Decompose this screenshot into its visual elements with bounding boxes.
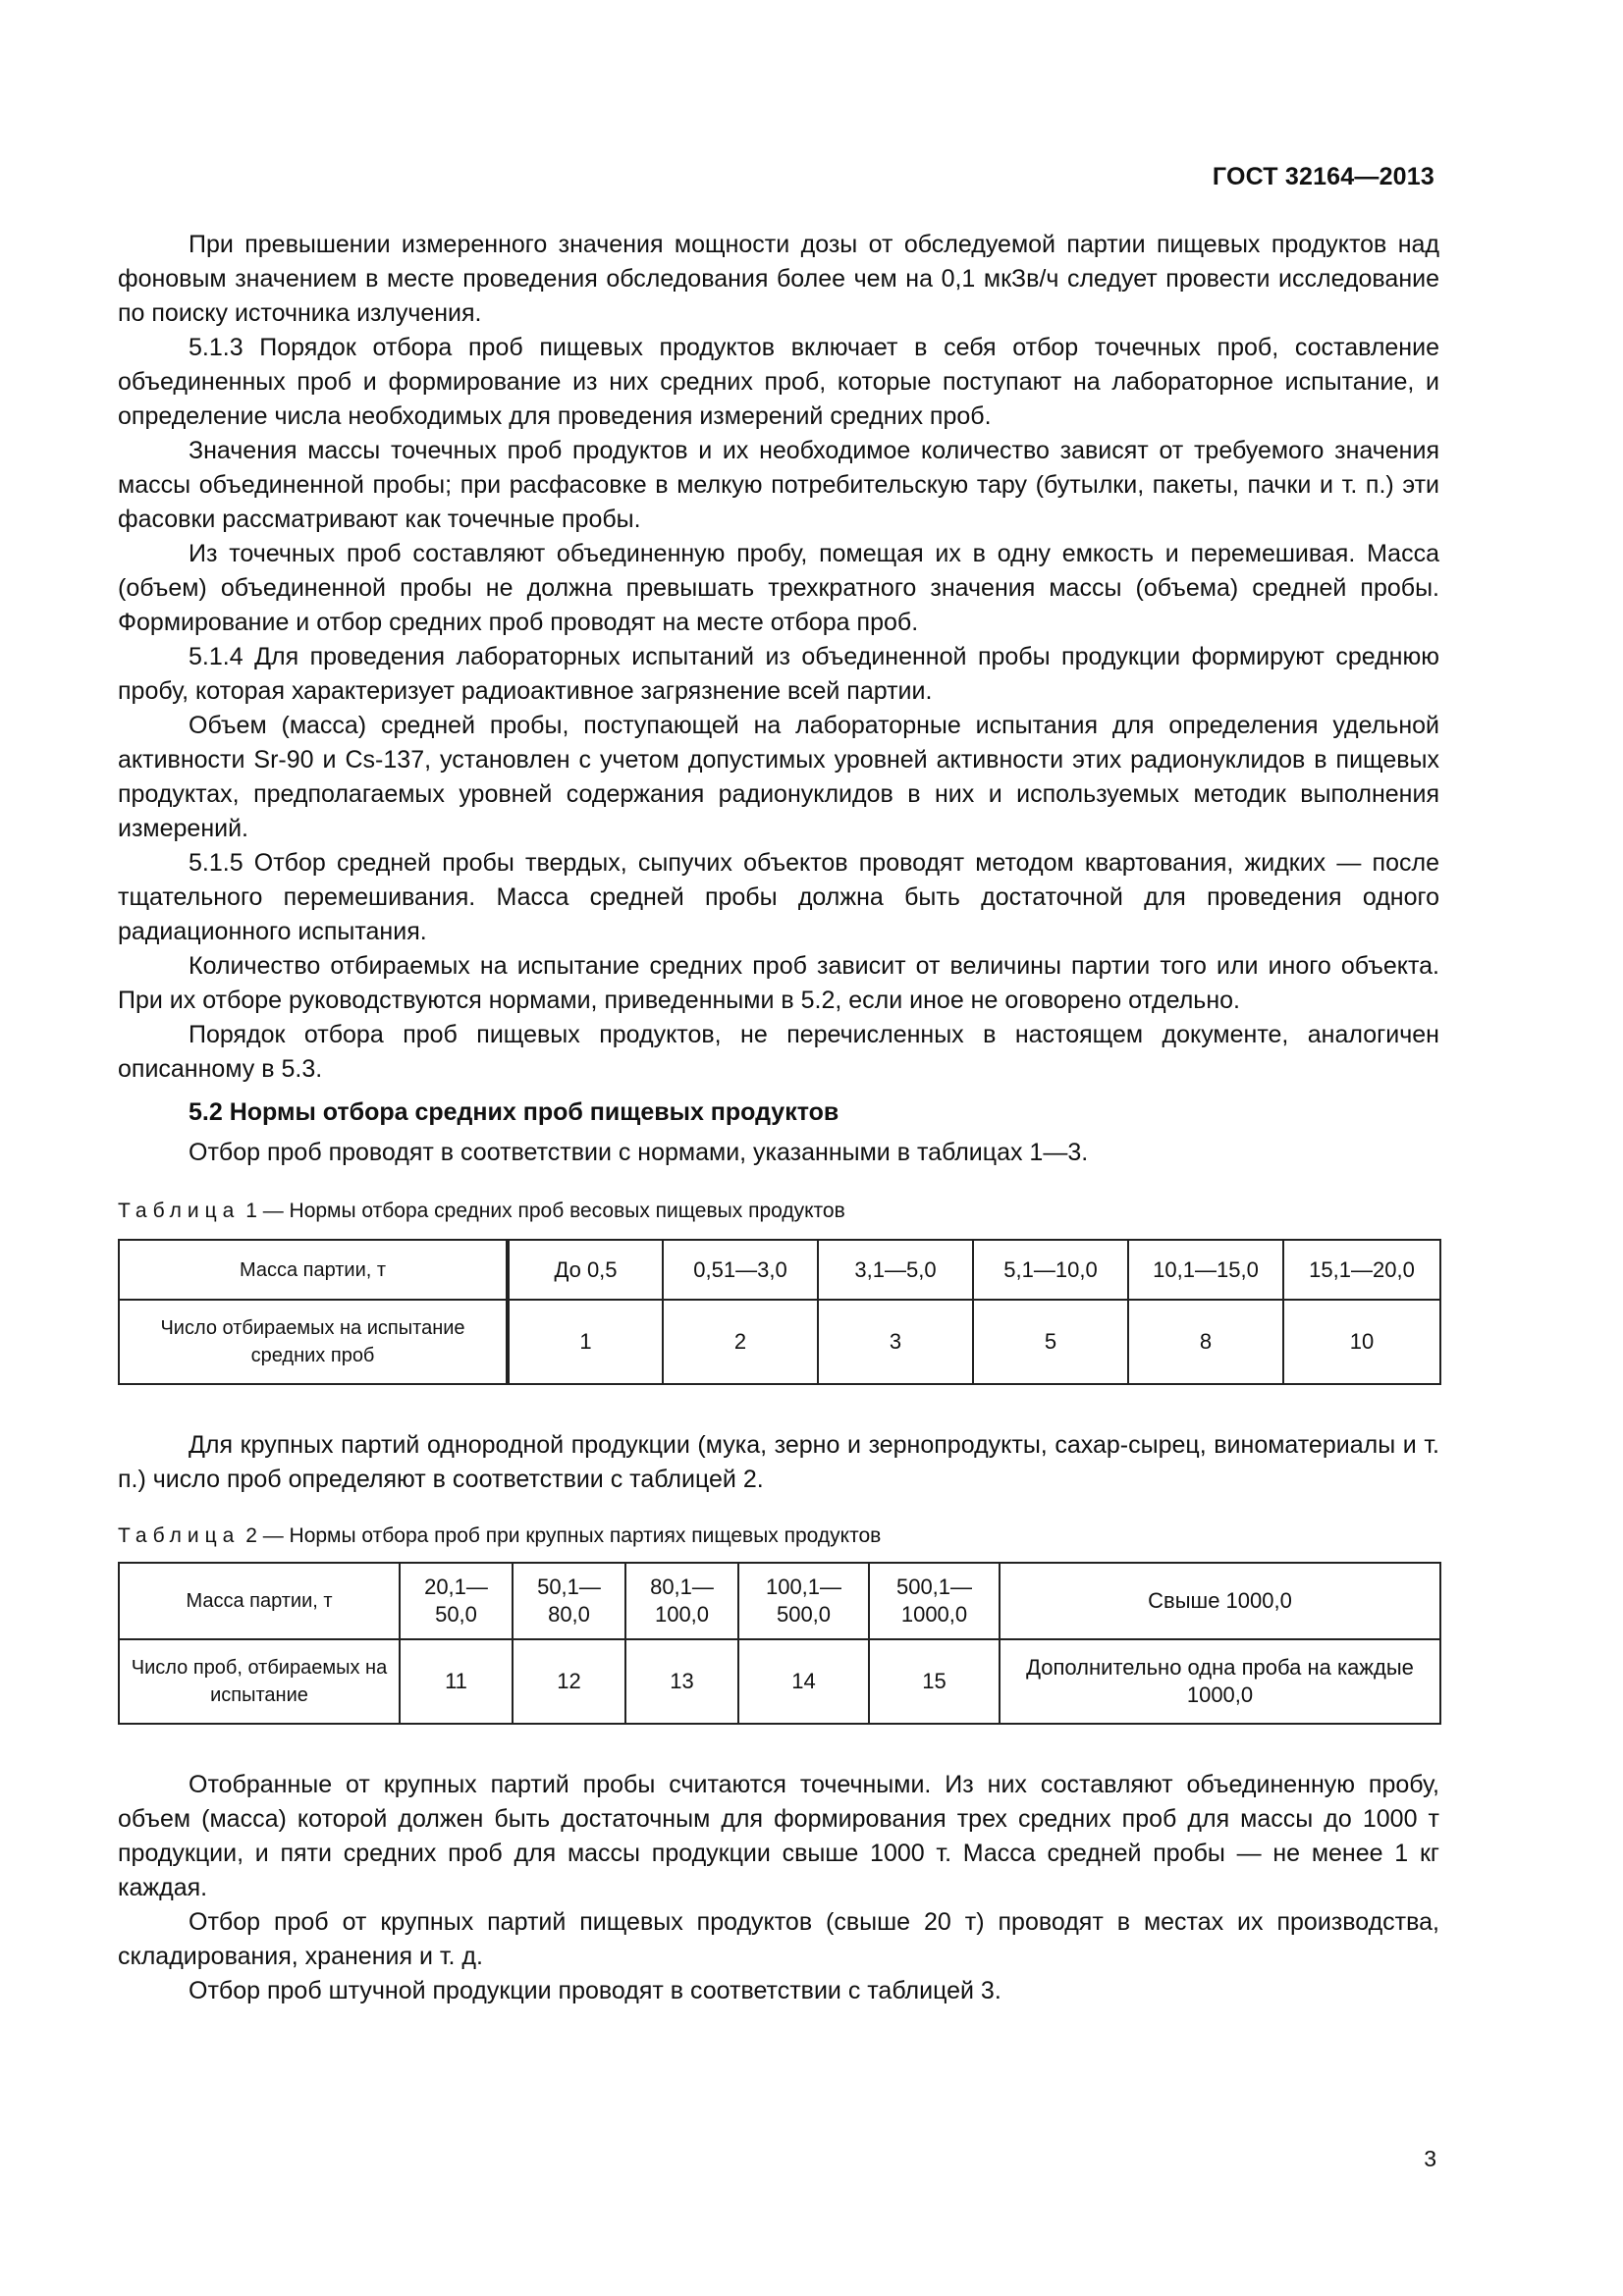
table1-col: 0,51—3,0 xyxy=(663,1240,818,1300)
table1-value: 10 xyxy=(1283,1300,1440,1384)
table2-col: 50,1— 80,0 xyxy=(513,1563,625,1639)
table1-caption xyxy=(118,1198,1439,1225)
table2-value: 13 xyxy=(625,1639,738,1724)
table2-col: 100,1— 500,0 xyxy=(738,1563,869,1639)
paragraph: При превышении измеренного значения мощности дозы от обследуемой партии пищевых продуктов над фоновым значением в месте проведения обследования более чем на 0,1 мкЗв/ч следует провести исследование по поиску источника излучения. xyxy=(118,231,1439,327)
table1-col: 10,1—15,0 xyxy=(1128,1240,1283,1300)
table1-col: 3,1—5,0 xyxy=(818,1240,973,1300)
table1-row2-header: Число отбираемых на испытание средних проб xyxy=(119,1300,508,1384)
table1-col: 15,1—20,0 xyxy=(1283,1240,1440,1300)
paragraph: 5.1.5 Отбор средней пробы твердых, сыпучих объектов проводят методом квартования, жидких — после тщательного перемешивания. Масса средней пробы должна быть достаточной для проведения одного радиационного испытания. xyxy=(118,849,1439,945)
standard-header: ГОСТ 32164—2013 xyxy=(1212,163,1434,190)
paragraph: Отбор проб штучной продукции проводят в соответствии с таблицей 3. xyxy=(189,1977,1001,2004)
table2-value: 12 xyxy=(513,1639,625,1724)
table2-row2-header: Число проб, отбираемых на испытание xyxy=(119,1639,400,1724)
table-row xyxy=(119,1563,1440,1639)
table1-value: 2 xyxy=(663,1300,818,1384)
table1-col: До 0,5 xyxy=(508,1240,663,1300)
table2-title: 2 — Нормы отбора проб при крупных партиях пищевых продуктов xyxy=(245,1524,882,1547)
table2-col: 80,1— 100,0 xyxy=(625,1563,738,1639)
table-row xyxy=(119,1639,1440,1724)
paragraph: Значения массы точечных проб продуктов и их необходимое количество зависят от требуемого значения массы объединенной пробы; при расфасовке в мелкую потребительскую тару (бутылки, пакеты, пачки и т. п.) эти фасовки рассматривают как точечные пробы. xyxy=(118,437,1439,533)
table2-col: 500,1— 1000,0 xyxy=(869,1563,1000,1639)
table1-label: Таблица xyxy=(118,1200,241,1222)
table2-label: Таблица xyxy=(118,1524,241,1547)
table2-value: 11 xyxy=(400,1639,513,1724)
table2-value: 14 xyxy=(738,1639,869,1724)
table1-value: 5 xyxy=(973,1300,1128,1384)
paragraph: 5.1.4 Для проведения лабораторных испытаний из объединенной пробы продукции формируют среднюю пробу, которая характеризует радиоактивное загрязнение всей партии. xyxy=(118,643,1439,705)
paragraph: Порядок отбора проб пищевых продуктов, не перечисленных в настоящем документе, аналогичен описанному в 5.3. xyxy=(118,1021,1439,1083)
paragraph: Отбор проб от крупных партий пищевых продуктов (свыше 20 т) проводят в местах их производства, складирования, хранения и т. д. xyxy=(118,1908,1439,1970)
section-heading: 5.2 Нормы отбора средних проб пищевых продуктов xyxy=(189,1098,839,1126)
page-number: 3 xyxy=(1424,2146,1436,2171)
table2-row1-header: Масса партии, т xyxy=(119,1563,400,1639)
paragraph: Для крупных партий однородной продукции (мука, зерно и зернопродукты, сахар-сырец, виноматериалы и т. п.) число проб определяют в соответствии с таблицей 2. xyxy=(118,1431,1439,1493)
table2-caption xyxy=(118,1522,1439,1550)
section-intro: Отбор проб проводят в соответствии с нормами, указанными в таблицах 1—3. xyxy=(189,1139,1089,1166)
paragraph: Количество отбираемых на испытание средних проб зависит от величины партии того или иного объекта. При их отборе руководствуются нормами, приведенными в 5.2, если иное не оговорено отдельно. xyxy=(118,952,1439,1014)
paragraph: Объем (масса) средней пробы, поступающей на лабораторные испытания для определения удельной активности Sr-90 и Cs-137, установлен с учетом допустимых уровней активности этих радионуклидов в пищевых продуктах, предполагаемых уровней содержания радионуклидов в них и используемых методик выполнения измерений. xyxy=(118,712,1439,842)
table1-title: 1 — Нормы отбора средних проб весовых пищевых продуктов xyxy=(245,1200,845,1222)
table1-value: 3 xyxy=(818,1300,973,1384)
table2-value: 15 xyxy=(869,1639,1000,1724)
table1-col: 5,1—10,0 xyxy=(973,1240,1128,1300)
table2-col: Свыше 1000,0 xyxy=(1000,1563,1440,1639)
table2 xyxy=(118,1562,1441,1725)
table1-value: 1 xyxy=(508,1300,663,1384)
table1 xyxy=(118,1239,1441,1385)
table-row xyxy=(119,1240,1440,1300)
table2-value: Дополнительно одна проба на каждые 1000,0 xyxy=(1000,1639,1440,1724)
paragraph: Отобранные от крупных партий пробы считаются точечными. Из них составляют объединенную пробу, объем (масса) которой должен быть достаточным для формирования трех средних проб для массы до 1000 т продукции, и пяти средних проб для массы продукции свыше 1000 т. Масса средней пробы — не менее 1 кг каждая. xyxy=(118,1771,1439,1901)
table1-row1-header: Масса партии, т xyxy=(119,1240,508,1300)
table2-col: 20,1— 50,0 xyxy=(400,1563,513,1639)
paragraph: Из точечных проб составляют объединенную пробу, помещая их в одну емкость и перемешивая. Масса (объем) объединенной пробы не должна превышать трехкратного значения массы (объема) средней пробы. Формирование и отбор средних проб проводят на месте отбора проб. xyxy=(118,540,1439,636)
body-text xyxy=(118,228,1439,2008)
paragraph: 5.1.3 Порядок отбора проб пищевых продуктов включает в себя отбор точечных проб, составление объединенных проб и формирование из них средних проб, которые поступают на лабораторное испытание, и определение числа необходимых для проведения измерений средних проб. xyxy=(118,334,1439,430)
table-row xyxy=(119,1300,1440,1384)
table1-value: 8 xyxy=(1128,1300,1283,1384)
